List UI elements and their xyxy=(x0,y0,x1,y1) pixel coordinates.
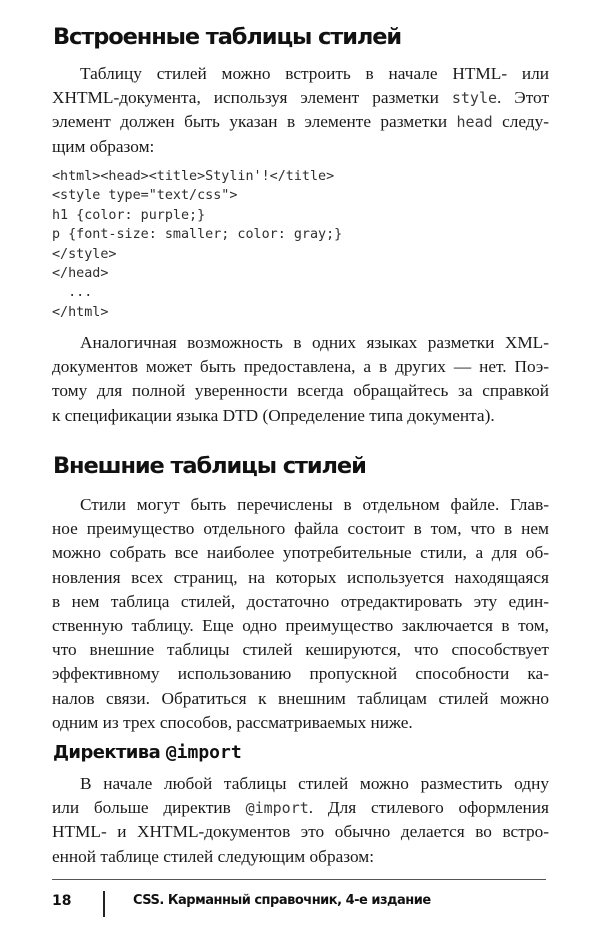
text-line: можно собрать все наиболее употребительные стили, а для об- xyxy=(52,543,549,563)
text-line: Аналогичная возможность в одних языках разметки XML- xyxy=(80,333,549,352)
text-line: эффективному использованию пропускной способности ка- xyxy=(52,664,549,684)
section-heading-embedded-stylesheets: Встроенные таблицы стилей xyxy=(53,24,402,50)
text-line: элемент должен быть указан в элементе разметки head следу- xyxy=(52,112,549,132)
inline-code: style xyxy=(451,89,498,108)
paragraph-embedding-intro xyxy=(52,62,549,159)
text-line: XHTML-документа, используя элемент разметки style. Этот xyxy=(52,88,549,108)
import-heading-label: Директива xyxy=(53,742,166,763)
code-example-embedded-style: <html><head><title>Stylin'!</title> <style type="text/css"> h1 {color: purple;} p {font-size: smaller; color: gray;} </style> </head> ... </html> xyxy=(52,169,343,320)
paragraph-external-stylesheets xyxy=(52,493,549,735)
text-line: щим образом: xyxy=(52,136,155,156)
subsection-heading-import-directive xyxy=(53,742,242,763)
import-heading-code: @import xyxy=(165,742,242,763)
page-footer xyxy=(52,893,546,923)
paragraph-xml-note xyxy=(52,331,549,428)
text-line: документов может быть предоставлена, а в других — нет. Поэ- xyxy=(52,357,549,377)
book-title: CSS. Карманный справочник, 4-е издание xyxy=(133,893,431,908)
text-line: тому для полной уверенности всегда обращайтесь за справкой xyxy=(52,381,549,401)
text-line: одним из трех способов, рассматриваемых ниже. xyxy=(52,712,413,732)
text-line: в нем таблица стилей, достаточно отредактировать эту един- xyxy=(52,591,549,611)
footer-divider xyxy=(52,879,546,880)
text-line: что внешние таблицы стилей кешируются, что способствует xyxy=(52,640,549,660)
text-line: новления всех страниц, на которых используется находящаяся xyxy=(52,567,549,587)
text-line: ное преимущество отдельного файла состоит в том, что в нем xyxy=(52,519,549,539)
paragraph-import-directive xyxy=(52,772,549,869)
text-line: налов связи. Обратиться к внешним таблицам стилей можно xyxy=(52,688,549,708)
footer-separator xyxy=(103,891,105,917)
text-line: Таблицу стилей можно встроить в начале HTML- или xyxy=(80,64,549,83)
text-line: В начале любой таблицы стилей можно разместить одну xyxy=(80,774,549,793)
inline-code: head xyxy=(456,113,493,132)
text-line: Стили могут быть перечислены в отдельном файле. Глав- xyxy=(80,495,549,514)
text-line: енной таблице стилей следующим образом: xyxy=(52,846,375,866)
section-heading-external-stylesheets: Внешние таблицы стилей xyxy=(53,453,366,479)
text-line: HTML- и XHTML-документов это обычно делается во встро- xyxy=(52,822,549,842)
page-number: 18 xyxy=(52,893,72,909)
inline-code: @import xyxy=(245,799,309,818)
text-line: или больше директив @import. Для стилевого оформления xyxy=(52,798,550,818)
text-line: к спецификации языка DTD (Определение типа документа). xyxy=(52,405,495,425)
book-page xyxy=(52,0,549,941)
text-line: ственную таблицу. Еще одно преимущество заключается в том, xyxy=(52,616,549,636)
